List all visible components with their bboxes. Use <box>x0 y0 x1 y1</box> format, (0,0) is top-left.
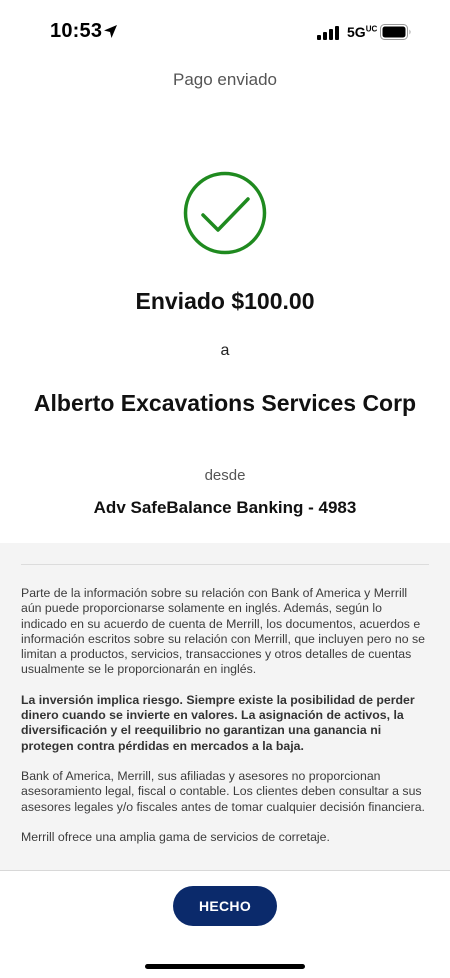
home-indicator[interactable] <box>145 964 305 969</box>
risk-disclosure-paragraph: La inversión implica riesgo. Siempre existe la posibilidad de perder dinero cuando se invierte en valores. La asignación de activos, la diversificación y el reequilibrio no garantizan una ganancia ni protegen contra pérdidas en mercados a la baja. <box>21 692 415 753</box>
check-circle-icon <box>183 171 267 255</box>
disclosure-panel[interactable] <box>0 543 450 870</box>
from-label: desde <box>204 467 246 484</box>
recipient-name: Alberto Excavations Services Corp <box>33 390 417 416</box>
status-bar <box>0 0 450 62</box>
disclosure-text <box>21 586 431 860</box>
disclosure-paragraph: Merrill ofrece una amplia gama de servicios de corretaje. <box>21 829 330 844</box>
page-title: Pago enviado <box>173 70 277 89</box>
battery-icon <box>380 24 412 40</box>
footer <box>0 870 450 978</box>
location-arrow-icon <box>103 24 118 39</box>
to-label: a <box>220 342 230 359</box>
network-suffix: UC <box>365 24 378 34</box>
network-indicator: $5G^{UC}$ <box>347 24 378 40</box>
sent-amount: Enviado $100.00 <box>135 288 315 314</box>
disclosure-paragraph: Bank of America, Merrill, sus afiliadas y asesores no proporcionan asesoramiento legal, fiscal o contable. Los clientes deben consultar a sus asesores legales y/o fiscales antes de tomar cualquier decisión financiera. <box>21 768 425 814</box>
disclosure-paragraph: Parte de la información sobre su relación con Bank of America y Merrill aún puede proporcionarse solamente en inglés. Además, según lo indicado en su acuerdo de cuenta de Merrill, los documentos, acuerdos e información escritos sobre su relación con Merrill, que incluyen pero no se limitan a productos, servicios, transacciones y otros detalles de cuentas usualmente se le proporcionarán en inglés. <box>21 586 425 677</box>
divider <box>21 564 429 565</box>
status-time: 10:53 <box>50 20 103 42</box>
done-button[interactable]: HECHO <box>173 886 277 926</box>
source-account: Adv SafeBalance Banking - 4983 <box>93 498 357 517</box>
signal-bars-icon <box>317 26 341 40</box>
